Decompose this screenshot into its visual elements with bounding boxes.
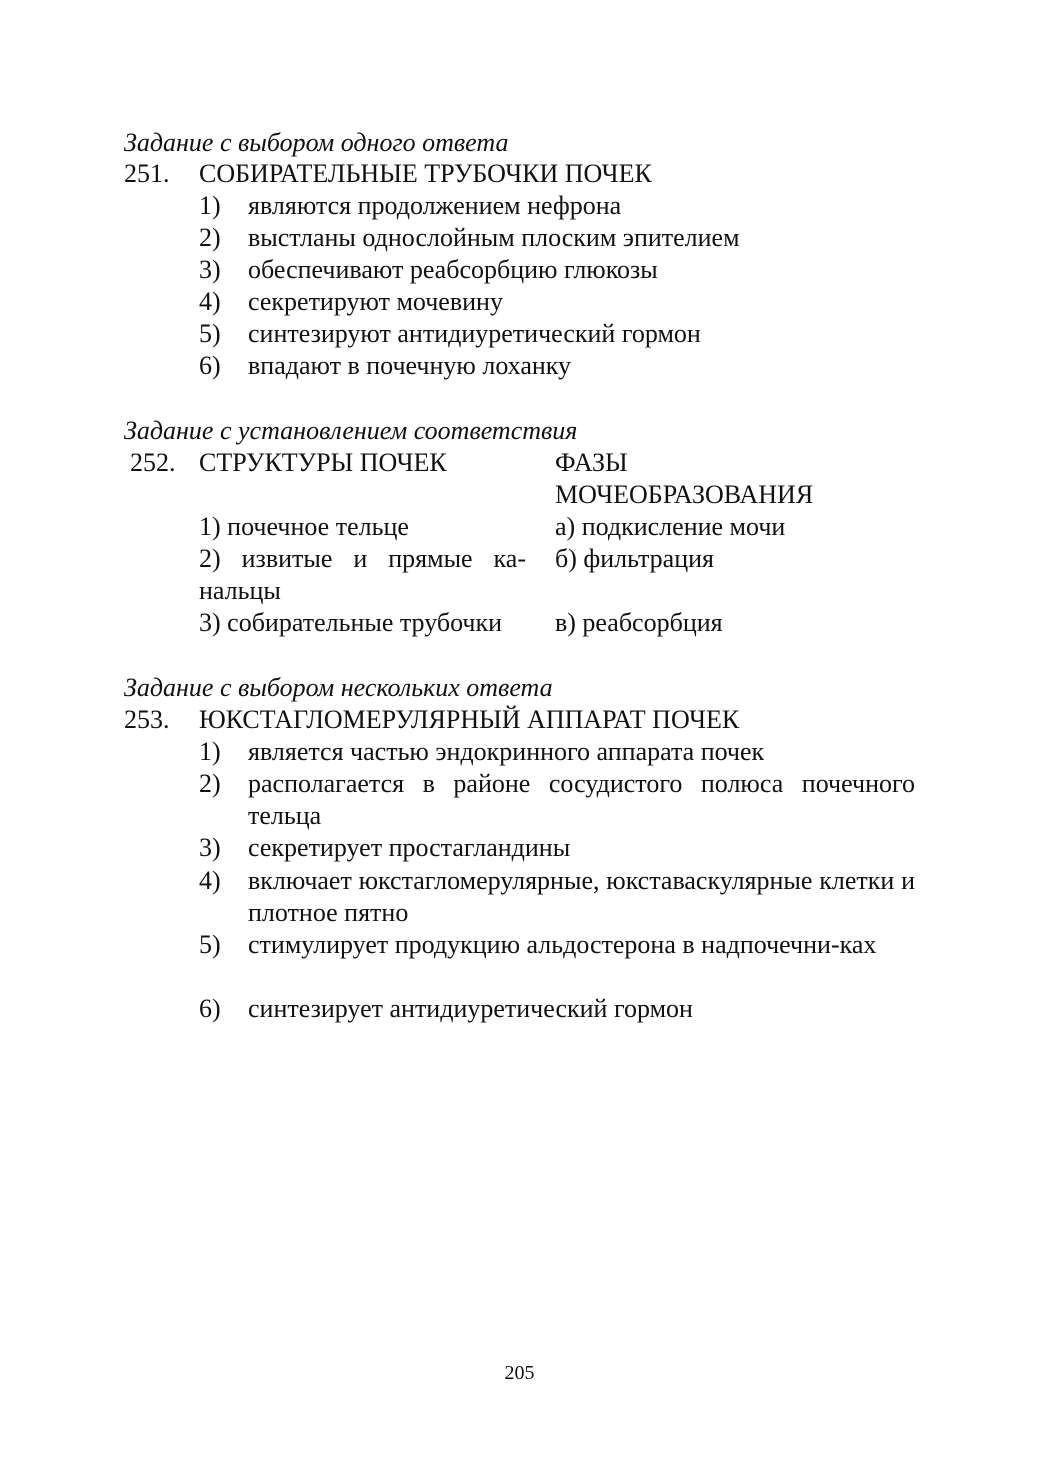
- match-right-header-line1: ФАЗЫ: [555, 448, 628, 477]
- answer-option: [199, 254, 915, 286]
- option-number: 3): [199, 833, 221, 862]
- option-text: впадают в почечную лоханку: [248, 351, 572, 380]
- question-number: 251.: [124, 159, 170, 188]
- option-number: 3): [199, 255, 221, 284]
- option-text: выстланы однослойным плоским эпителием: [248, 223, 740, 252]
- answer-option: [199, 768, 915, 832]
- answer-option: [199, 318, 915, 350]
- option-text: располагается в районе сосудистого полюса почечного тельца: [248, 769, 915, 830]
- option-text: секретируют мочевину: [248, 287, 503, 316]
- option-number: 2): [199, 223, 221, 252]
- page-number: 205: [504, 1362, 535, 1384]
- option-text: являются продолжением нефрона: [248, 191, 622, 220]
- question-number: 253.: [124, 705, 170, 734]
- option-text: является частью эндокринного аппарата почек: [248, 737, 765, 766]
- question-number: 252.: [130, 448, 176, 477]
- answer-option: [199, 222, 915, 254]
- match-left-header: СТРУКТУРЫ ПОЧЕК: [199, 448, 447, 477]
- option-number: 6): [199, 351, 221, 380]
- answer-option: [199, 929, 915, 961]
- option-text: включает юкстагломерулярные, юкставаскулярные клетки и плотное пятно: [248, 866, 915, 927]
- question-title: ЮКСТАГЛОМЕРУЛЯРНЫЙ АППАРАТ ПОЧЕК: [199, 705, 740, 734]
- task-type-heading: Задание с установлением соответствия: [124, 416, 578, 445]
- match-right-header-line2: МОЧЕОБРАЗОВАНИЯ: [555, 480, 814, 509]
- question-title: СОБИРАТЕЛЬНЫЕ ТРУБОЧКИ ПОЧЕК: [199, 159, 652, 188]
- task-type-heading: Задание с выбором нескольких ответа: [124, 673, 553, 702]
- match-right-item: а) подкисление мочи: [555, 512, 786, 541]
- answer-option: [199, 190, 915, 222]
- option-number: 1): [199, 191, 221, 220]
- answer-option: [199, 350, 915, 382]
- option-number: 2): [199, 769, 221, 798]
- option-number: 4): [199, 866, 221, 895]
- match-right-item: в) реабсорбция: [555, 608, 723, 637]
- option-number: 4): [199, 287, 221, 316]
- answer-option: [199, 832, 915, 864]
- option-text: синтезирует антидиуретический гормон: [248, 994, 693, 1023]
- answer-option: [199, 865, 915, 929]
- match-right-item: б) фильтрация: [555, 544, 714, 573]
- option-text: секретирует простагландины: [248, 833, 571, 862]
- option-text: синтезируют антидиуретический гормон: [248, 319, 701, 348]
- task-type-heading: Задание с выбором одного ответа: [124, 128, 509, 157]
- match-left-item: 3) собирательные трубочки: [199, 608, 503, 637]
- match-left-item: 1) почечное тельце: [199, 512, 409, 541]
- answer-option: [199, 993, 915, 1025]
- option-number: 5): [199, 319, 221, 348]
- option-number: 6): [199, 994, 221, 1023]
- option-text: обеспечивают реабсорбцию глюкозы: [248, 255, 658, 284]
- option-text: стимулирует продукцию альдостерона в надпочечни-ках: [248, 930, 877, 959]
- answer-option: [199, 286, 915, 318]
- answer-option: [199, 736, 915, 768]
- option-number: 5): [199, 930, 221, 959]
- match-left-item: 2) извитые и прямые ка-нальцы: [199, 544, 526, 605]
- option-number: 1): [199, 737, 221, 766]
